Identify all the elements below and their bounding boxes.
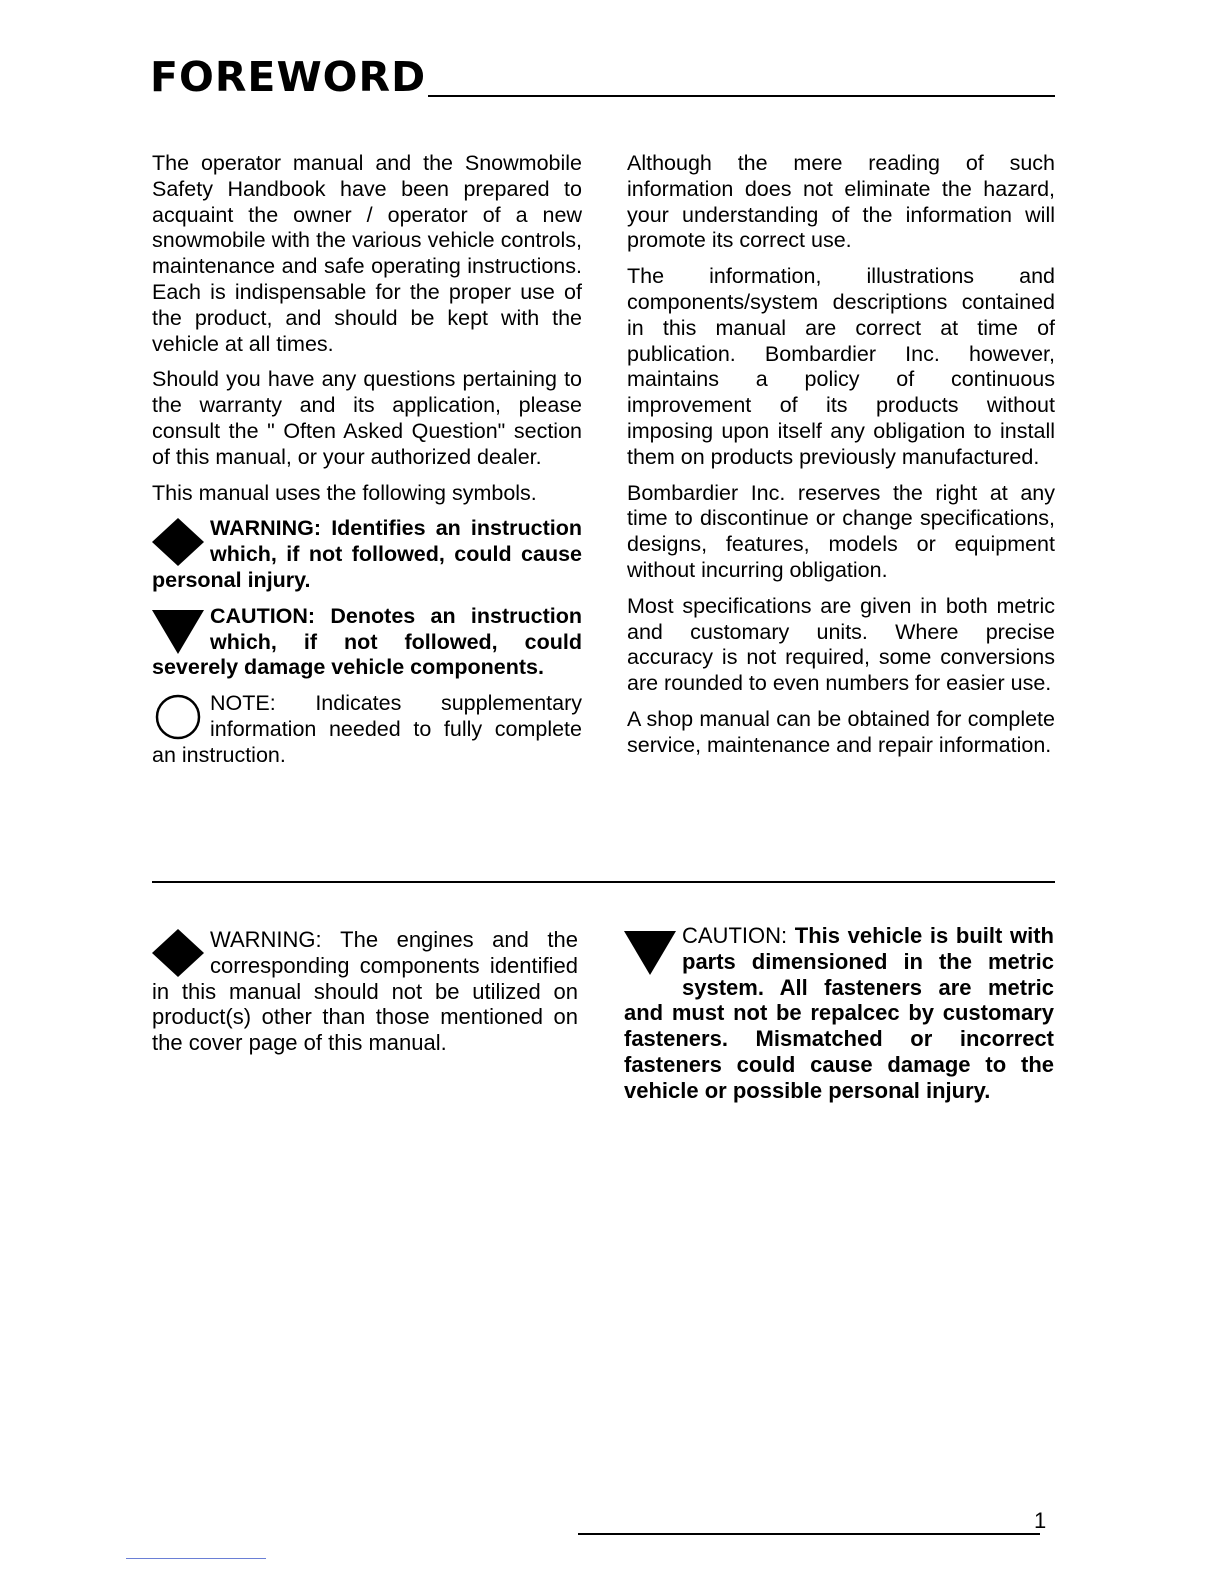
engine-warning-text: The engines and the corresponding components identified in this manual should not be utilized on product(s) other than those mentioned on the cover page of this manual.	[152, 927, 578, 1056]
information-paragraph: The information, illustrations and components/system descriptions contained in this manual are correct at time of publication. Bombardier Inc. however, maintains a policy of continuous improvement of its products without imposing upon itself any obligation to install them on products previously manufactured.	[627, 264, 1055, 469]
note-definition-text: Indicates supplementary information needed to fully complete an instruction.	[152, 691, 582, 767]
triangle-down-icon	[624, 927, 676, 975]
caution-symbol-definition	[152, 604, 582, 681]
section-divider	[152, 881, 1055, 883]
symbols-paragraph: This manual uses the following symbols.	[152, 480, 537, 505]
reading-paragraph: Although the mere reading of such information does not eliminate the hazard, your understanding of the information will promote its correct use.	[627, 151, 1055, 253]
fastener-caution-text: This vehicle is built with parts dimensioned in the metric system. All fasteners are metric and must not be repalcec by customary fasteners. Mismatched or incorrect fasteners could cause damage to the vehicle or possible personal injury.	[624, 923, 1054, 1103]
warning-definition-text: Identifies an instruction which, if not followed, could cause personal injury.	[152, 516, 582, 592]
reserves-paragraph: Bombardier Inc. reserves the right at any time to discontinue or change specifications, designs, features, models or equipment without incurring obligation.	[627, 480, 1055, 582]
scan-mark-line	[126, 1558, 266, 1559]
note-symbol-definition	[152, 691, 582, 768]
right-column	[627, 151, 1055, 769]
triangle-down-icon	[152, 606, 204, 654]
questions-paragraph: Should you have any questions pertaining to the warranty and its application, please consult the " Often Asked Question" section of this manual, or your authorized dealer.	[152, 367, 582, 469]
diamond-icon	[152, 929, 204, 977]
shop-manual-paragraph: A shop manual can be obtained for complete service, maintenance and repair information.	[627, 706, 1055, 757]
title-row	[150, 54, 1055, 100]
page-title: FOREWORD	[150, 53, 427, 101]
warning-label: WARNING:	[210, 516, 322, 541]
warning-symbol-definition	[152, 516, 582, 593]
fastener-caution-label: CAUTION:	[682, 923, 788, 948]
note-label: NOTE:	[210, 691, 276, 716]
left-column	[152, 151, 582, 779]
circle-icon	[152, 693, 204, 741]
caution-definition-text: Denotes an instruction which, if not followed, could severely damage vehicle components.	[152, 603, 582, 680]
page-number: 1	[1034, 1508, 1047, 1533]
fastener-caution-box	[624, 923, 1054, 1104]
diamond-icon	[152, 518, 204, 566]
caution-label: CAUTION:	[210, 603, 316, 628]
specifications-paragraph: Most specifications are given in both metric and customary units. Where precise accuracy is not required, some conversions are rounded to even numbers for easier use.	[627, 593, 1055, 696]
engine-warning-box	[152, 927, 578, 1056]
engine-warning-label: WARNING:	[210, 927, 322, 952]
footer-rule	[578, 1533, 1040, 1535]
intro-paragraph: The operator manual and the Snowmobile Safety Handbook have been prepared to acquaint the owner / operator of a new snowmobile with the various vehicle controls, maintenance and safe operating instructions. Each is indispensable for the proper use of the product, and should be kept with the vehicle at all times.	[152, 151, 582, 356]
title-rule	[428, 95, 1055, 97]
